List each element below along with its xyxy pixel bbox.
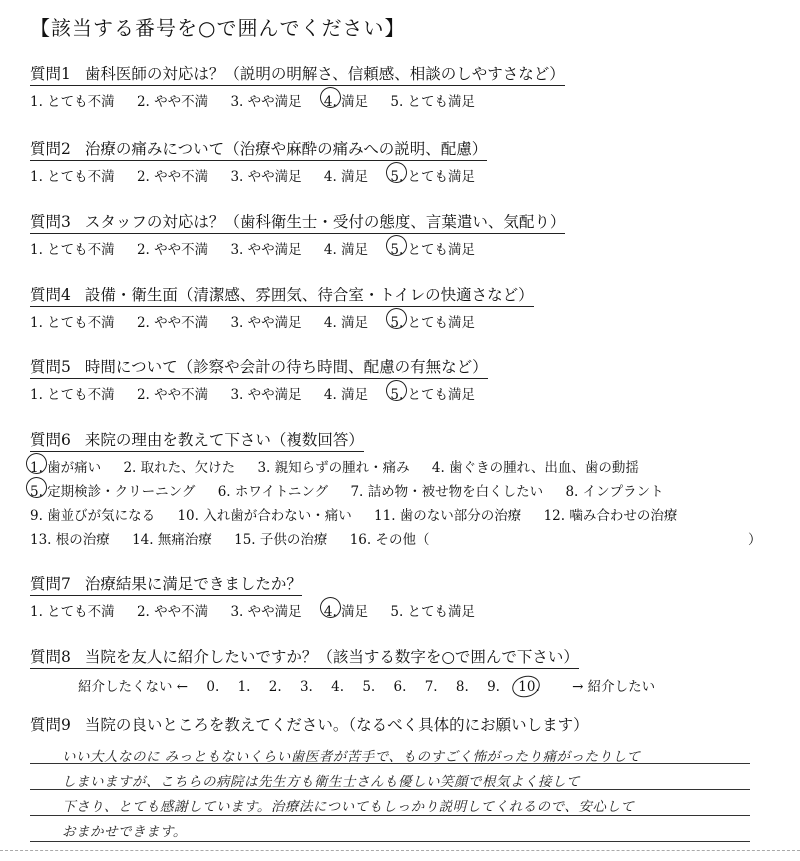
option-1[interactable]: 1. とても不満	[30, 169, 115, 185]
option-1[interactable]: 1. とても不満	[30, 94, 115, 110]
scale-0[interactable]: 0.	[206, 679, 220, 695]
reason-11[interactable]: 11. 歯のない部分の治療	[374, 508, 522, 524]
scale-5[interactable]: 5.	[362, 679, 376, 695]
reason-15[interactable]: 15. 子供の治療	[234, 532, 328, 548]
reason-6[interactable]: 6. ホワイトニング	[217, 484, 329, 500]
question-text: スタッフの対応は？（歯科衛生士・受付の態度、言葉遣い、気配り）	[84, 213, 566, 231]
question-text: 時間について（診察や会計の待ち時間、配慮の有無など）	[84, 358, 488, 376]
reason-4[interactable]: 4. 歯ぐきの腫れ、出血、歯の動揺	[431, 460, 639, 476]
option-1[interactable]: 1. とても不満	[30, 604, 115, 620]
scale-1[interactable]: 1.	[237, 679, 251, 695]
scale-6[interactable]: 6.	[393, 679, 407, 695]
handwritten-answer-line-3: 下さり、とても感謝しています。治療法についてもしっかり説明してくれるので、安心して	[62, 799, 635, 815]
question-8	[30, 645, 669, 695]
option-1[interactable]: 1. とても不満	[30, 242, 115, 258]
reason-8[interactable]: 8. インプラント	[565, 484, 664, 500]
question-text: 治療結果に満足できましたか？	[84, 575, 302, 593]
other-paren-close: ）	[748, 532, 762, 548]
reason-14[interactable]: 14. 無痛治療	[132, 532, 212, 548]
reason-16-other[interactable]: 16. その他（	[349, 532, 430, 548]
question-number: 質問1	[30, 65, 71, 83]
question-4	[30, 283, 534, 331]
option-2[interactable]: 2. やや不満	[136, 387, 209, 403]
question-number: 質問6	[30, 431, 71, 449]
question-number: 質問5	[30, 358, 71, 376]
question-1	[30, 62, 565, 110]
option-4[interactable]: 4. 満足	[323, 242, 369, 258]
option-2[interactable]: 2. やや不満	[136, 604, 209, 620]
recommend-scale	[30, 675, 669, 695]
option-3[interactable]: 3. やや満足	[230, 387, 302, 403]
option-3[interactable]: 3. やや満足	[230, 94, 302, 110]
question-number: 質問3	[30, 213, 71, 231]
option-3[interactable]: 3. やや満足	[230, 242, 302, 258]
question-3	[30, 210, 565, 258]
reason-7[interactable]: 7. 詰め物・被せ物を白くしたい	[350, 484, 544, 500]
question-text: 歯科医師の対応は？（説明の明解さ、信頼感、相談のしやすさなど）	[84, 65, 565, 83]
question-text: 当院の良いところを教えてください。（なるべく具体的にお願いします）	[84, 716, 589, 734]
question-text: 治療の痛みについて（治療や麻酔の痛みへの説明、配慮）	[84, 140, 488, 158]
option-2[interactable]: 2. やや不満	[136, 242, 209, 258]
reason-12[interactable]: 12. 噛み合わせの治療	[543, 508, 678, 524]
question-number: 質問4	[30, 286, 71, 304]
option-5[interactable]: 5. とても満足	[390, 604, 476, 620]
question-number: 質問7	[30, 575, 71, 593]
option-4-selected[interactable]: 4. 満足	[324, 600, 368, 620]
option-5-selected[interactable]: 5. とても満足	[390, 238, 475, 258]
handwritten-answer-line-2: しまいますが、こちらの病院は先生方も衛生士さんも優しい笑顔で根気よく接して	[62, 774, 580, 790]
reason-9[interactable]: 9. 歯並びが気になる	[30, 508, 156, 524]
option-4[interactable]: 4. 満足	[323, 169, 369, 185]
option-3[interactable]: 3. やや満足	[230, 169, 302, 185]
divider	[0, 850, 800, 851]
option-5-selected[interactable]: 5. とても満足	[390, 311, 475, 331]
question-number: 質問9	[30, 716, 71, 734]
reason-10[interactable]: 10. 入れ歯が合わない・痛い	[177, 508, 352, 524]
option-3[interactable]: 3. やや満足	[230, 315, 302, 331]
question-5	[30, 355, 493, 403]
scale-9[interactable]: 9.	[487, 679, 500, 695]
option-2[interactable]: 2. やや不満	[136, 94, 209, 110]
scale-2[interactable]: 2.	[268, 679, 282, 695]
question-text: 来院の理由を教えて下さい（複数回答）	[84, 431, 364, 449]
option-4[interactable]: 4. 満足	[323, 315, 369, 331]
option-5-selected[interactable]: 5. とても満足	[390, 165, 475, 185]
question-text: 当院を友人に紹介したいですか？（該当する数字を○で囲んで下さい）	[84, 648, 579, 666]
option-2[interactable]: 2. やや不満	[136, 315, 209, 331]
option-2[interactable]: 2. やや不満	[136, 169, 209, 185]
handwritten-answer-line-4: おまかせできます。	[62, 824, 187, 840]
reason-13[interactable]: 13. 根の治療	[30, 532, 110, 548]
question-number: 質問8	[30, 648, 71, 666]
question-number: 質問2	[30, 140, 71, 158]
reason-5-selected[interactable]: 5. 定期検診・クリーニング	[30, 480, 195, 500]
reason-1-selected[interactable]: 1. 歯が痛い	[30, 456, 101, 476]
scale-right-label: → 紹介したい	[572, 679, 656, 695]
form-heading: 【該当する番号を○で囲んでください】	[30, 16, 406, 40]
question-7	[30, 572, 493, 620]
scale-8[interactable]: 8.	[455, 679, 469, 695]
scale-left-label: 紹介したくない ←	[78, 679, 189, 695]
question-text: 設備・衛生面（清潔感、雰囲気、待合室・トイレの快適さなど）	[84, 286, 534, 304]
option-5[interactable]: 5. とても満足	[390, 94, 476, 110]
scale-10-selected[interactable]: 10.	[518, 679, 553, 695]
option-1[interactable]: 1. とても不満	[30, 387, 115, 403]
scale-7[interactable]: 7.	[424, 679, 438, 695]
option-4-selected[interactable]: 4. 満足	[324, 90, 368, 110]
scale-4[interactable]: 4.	[331, 679, 345, 695]
reason-2[interactable]: 2. 取れた、欠けた	[123, 460, 236, 476]
handwritten-answer-line-1: いい大人なのに みっともないくらい歯医者が苦手で、ものすごく怖がったり痛がったりして	[62, 749, 641, 765]
question-6	[30, 428, 762, 548]
question-9	[30, 713, 589, 736]
reason-3[interactable]: 3. 親知らずの腫れ・痛み	[257, 460, 410, 476]
scale-3[interactable]: 3.	[299, 679, 313, 695]
option-5-selected[interactable]: 5. とても満足	[390, 383, 475, 403]
option-1[interactable]: 1. とても不満	[30, 315, 115, 331]
option-4[interactable]: 4. 満足	[323, 387, 369, 403]
option-3[interactable]: 3. やや満足	[230, 604, 302, 620]
question-2	[30, 137, 493, 185]
